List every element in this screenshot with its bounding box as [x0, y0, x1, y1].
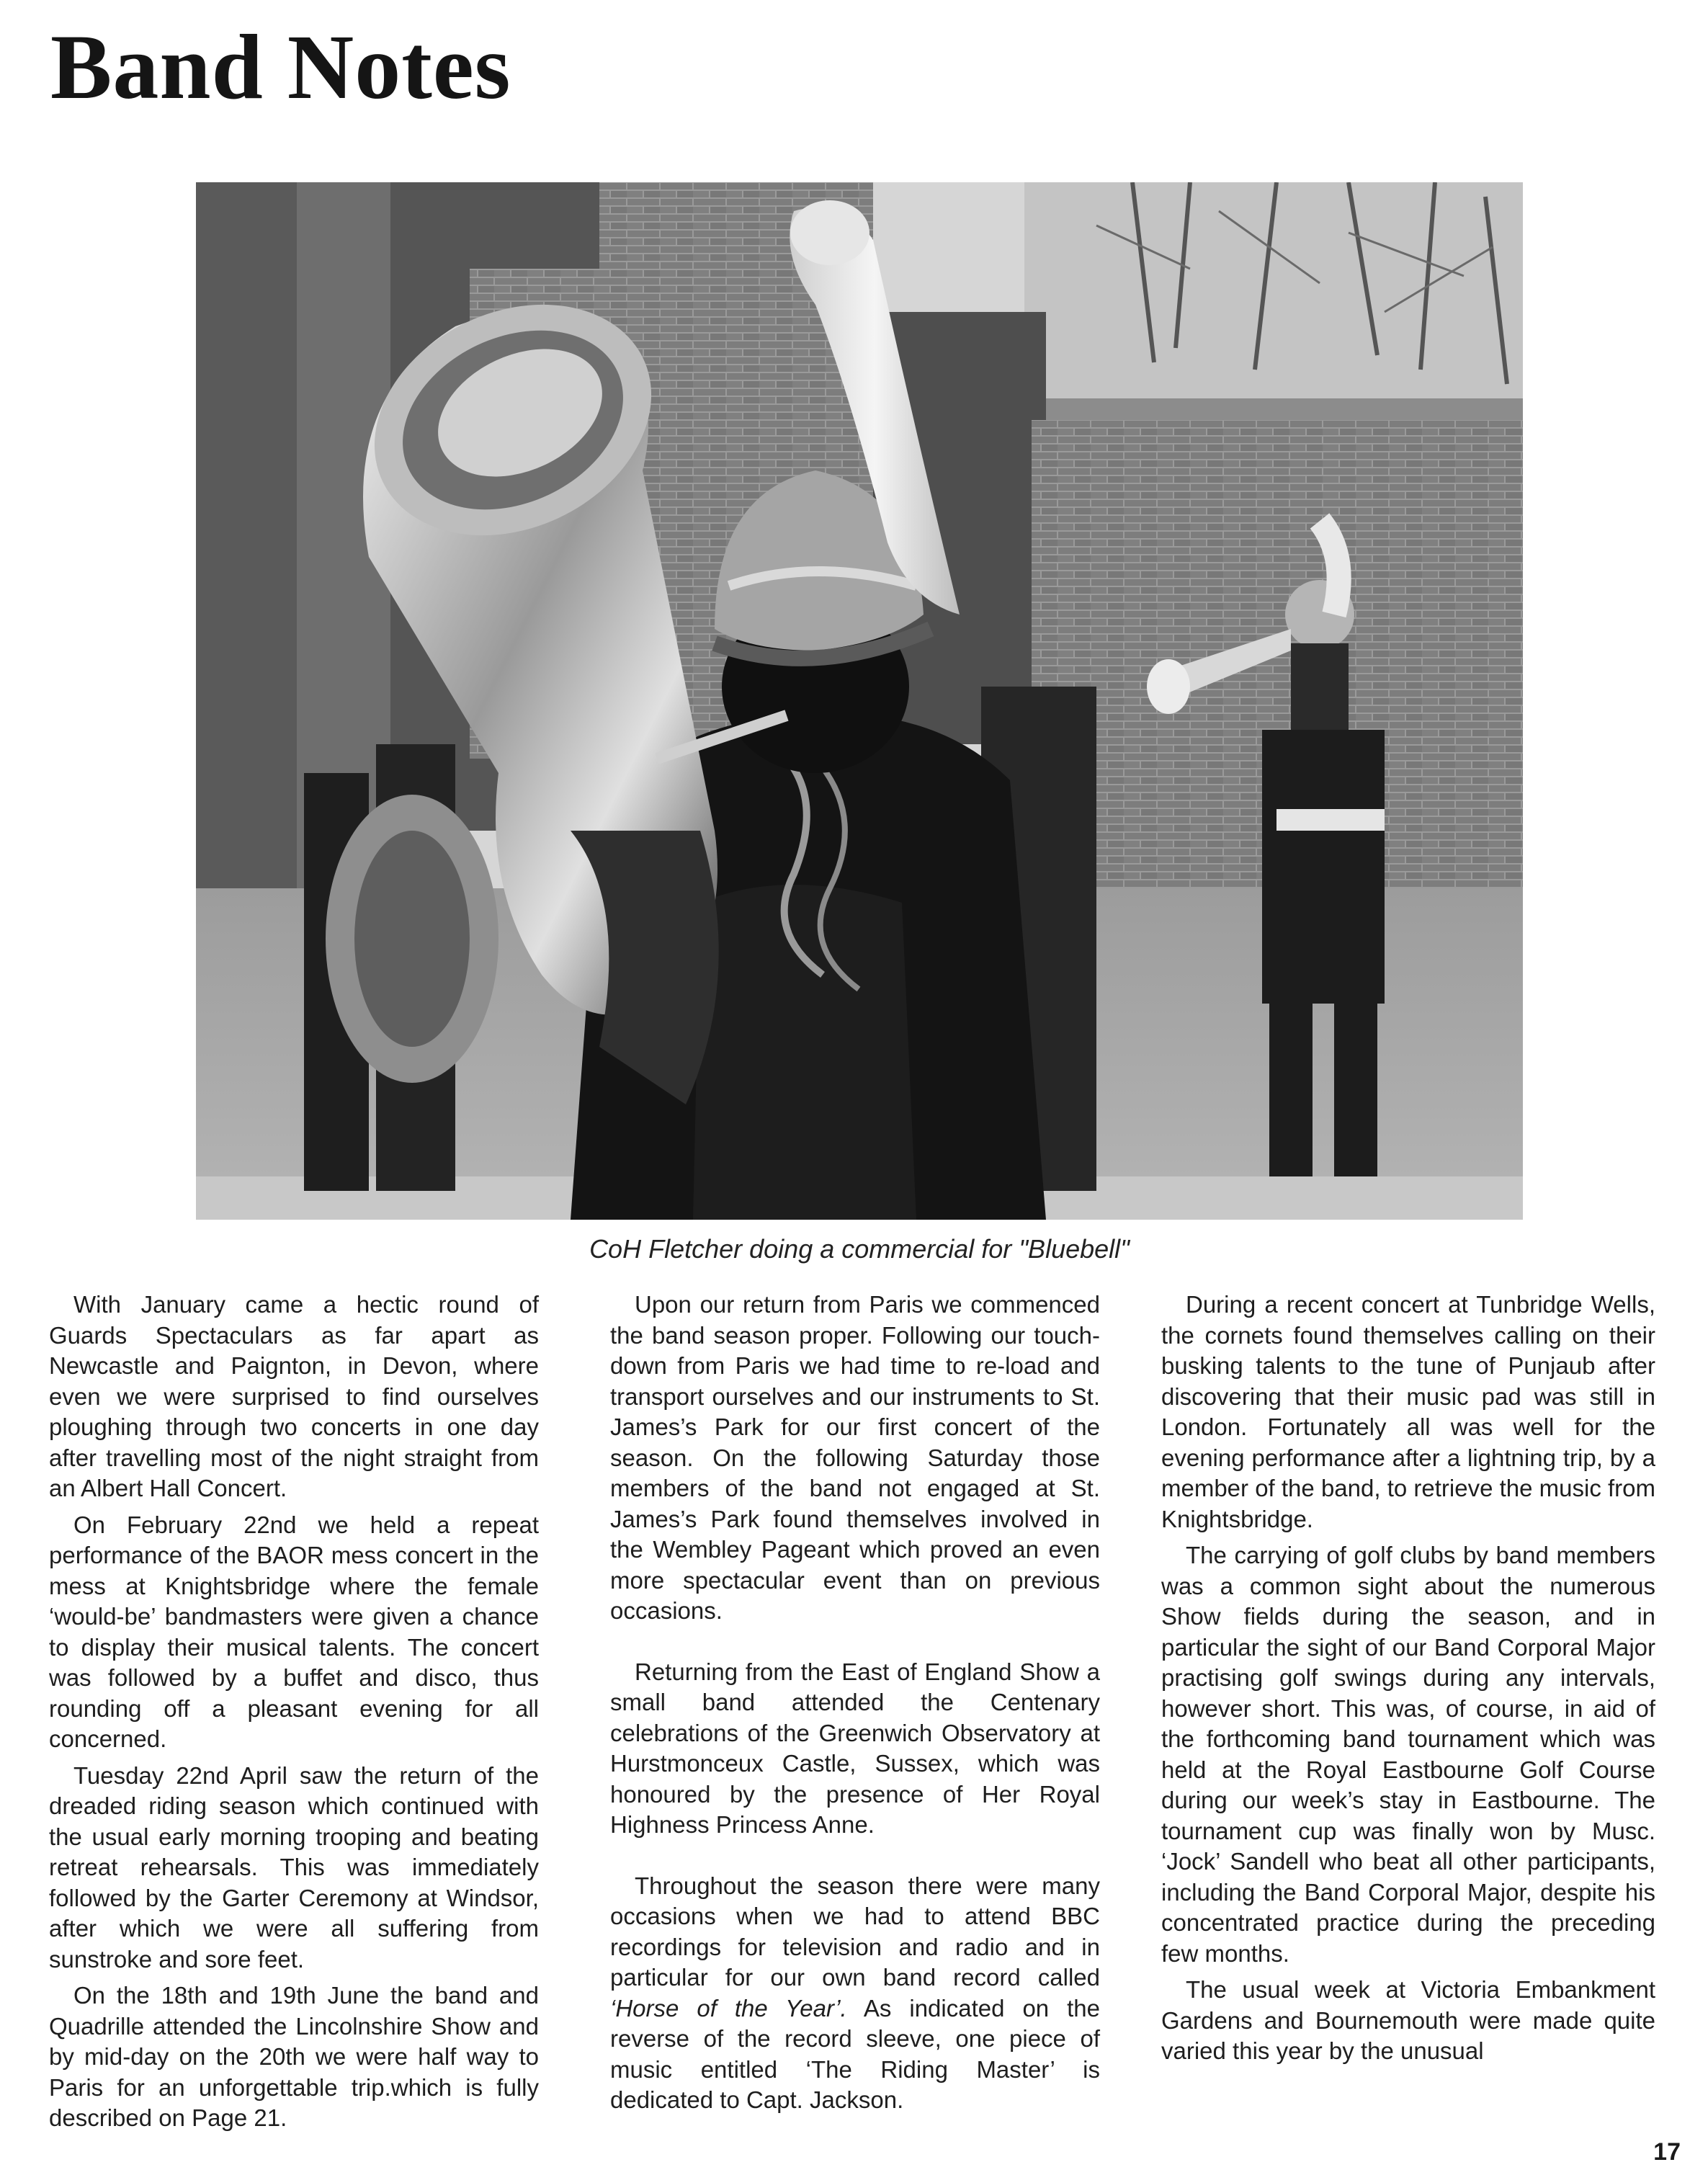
paragraph-april: Tuesday 22nd April saw the return of the dreaded riding season which continued with the usual early morning trooping and beating retreat rehearsals. This was immediately followed by the Garter Ceremony at Windsor, after which we were all suffering from sunstroke and sore feet.	[49, 1761, 539, 1973]
bbc-text-end: As indicated on the reverse of the record sleeve, one piece of music entitled ‘The Riding Master’ is dedicated to Capt. Jackson.	[610, 1994, 1101, 2113]
paragraph-june: On the 18th and 19th June the band and Quadrille attended the Lincolnshire Show and by mid-day on the 20th we were half way to Paris for an unforgettable trip.which is fully described on Page 21.	[49, 1982, 539, 2131]
paragraph-paris-return: Upon our return from Paris we commenced the band season proper. Following our touch-down from Paris we had time to re-load and transport ourselves and our instruments to St. James’s Park for our first concert of the season. On the following Saturday those members of the band not engaged at St. James’s Park found themselves involved in the Wembley Pageant which proved an even more spectacular event than on previous occasions.	[610, 1291, 1100, 1624]
paragraph-bbc-recordings	[610, 1871, 1100, 2116]
photo-illustration	[196, 182, 1523, 1220]
column-1	[49, 1290, 539, 2140]
page-number: 17	[1653, 2138, 1681, 2166]
record-title: ‘Horse of the Year’.	[610, 1994, 847, 2022]
paragraph-january: With January came a hectic round of Guards Spectaculars as far apart as Newcastle and Paignton, in Devon, where even we were surprised to find ourselves ploughing through two concerts in one day after travelling most of the night straight from an Albert Hall Concert.	[49, 1291, 539, 1501]
column-3	[1161, 1290, 1655, 2073]
paragraph-greenwich: Returning from the East of England Show a small band attended the Centenary celebrations of the Greenwich Observatory at Hurstmonceux Castle, Sussex, which was honoured by the presence of Her Royal Highness Princess Anne.	[610, 1658, 1100, 1838]
column-2	[610, 1290, 1100, 2122]
paragraph-golf: The carrying of golf clubs by band members was a common sight about the numerous Show fields during the season, and in particular the sight of our Band Corporal Major practising golf swings during any intervals, however short. This was, of course, in aid of the forthcoming band tournament which was held at the Royal Eastbourne Golf Course during our week’s stay in Eastbourne. The tournament cup was finally won by Musc. ‘Jock’ Sandell who beat all other participants, including the Band Corporal Major, despite his concentrated practice during the preceding few months.	[1161, 1542, 1655, 1967]
paragraph-february: On February 22nd we held a repeat performance of the BAOR mess concert in the mess at Knightsbridge where the female ‘would-be’ bandmasters were given a chance to display their musical talents. The concert was followed by a buffet and disco, thus rounding off a pleasant evening for all concerned.	[49, 1511, 539, 1752]
paragraph-victoria-embankment: The usual week at Victoria Embankment Gardens and Bournemouth were made quite varied this year by the unusual	[1161, 1976, 1655, 2064]
band-photo	[196, 182, 1523, 1220]
photo-caption: CoH Fletcher doing a commercial for "Bluebell"	[589, 1234, 1130, 1264]
paragraph-tunbridge-wells: During a recent concert at Tunbridge Wells, the cornets found themselves calling on their busking talents to the tune of Punjaub after discovering that their music pad was still in London. Fortunately all was well for the evening performance after a lightning trip, by a member of the band, to retrieve the music from Knightsbridge.	[1161, 1291, 1655, 1532]
page-title: Band Notes	[50, 16, 511, 118]
bbc-text-start: Throughout the season there were many occasions when we had to attend BBC recordings for television and radio and in particular for our own band record called	[610, 1872, 1100, 1991]
